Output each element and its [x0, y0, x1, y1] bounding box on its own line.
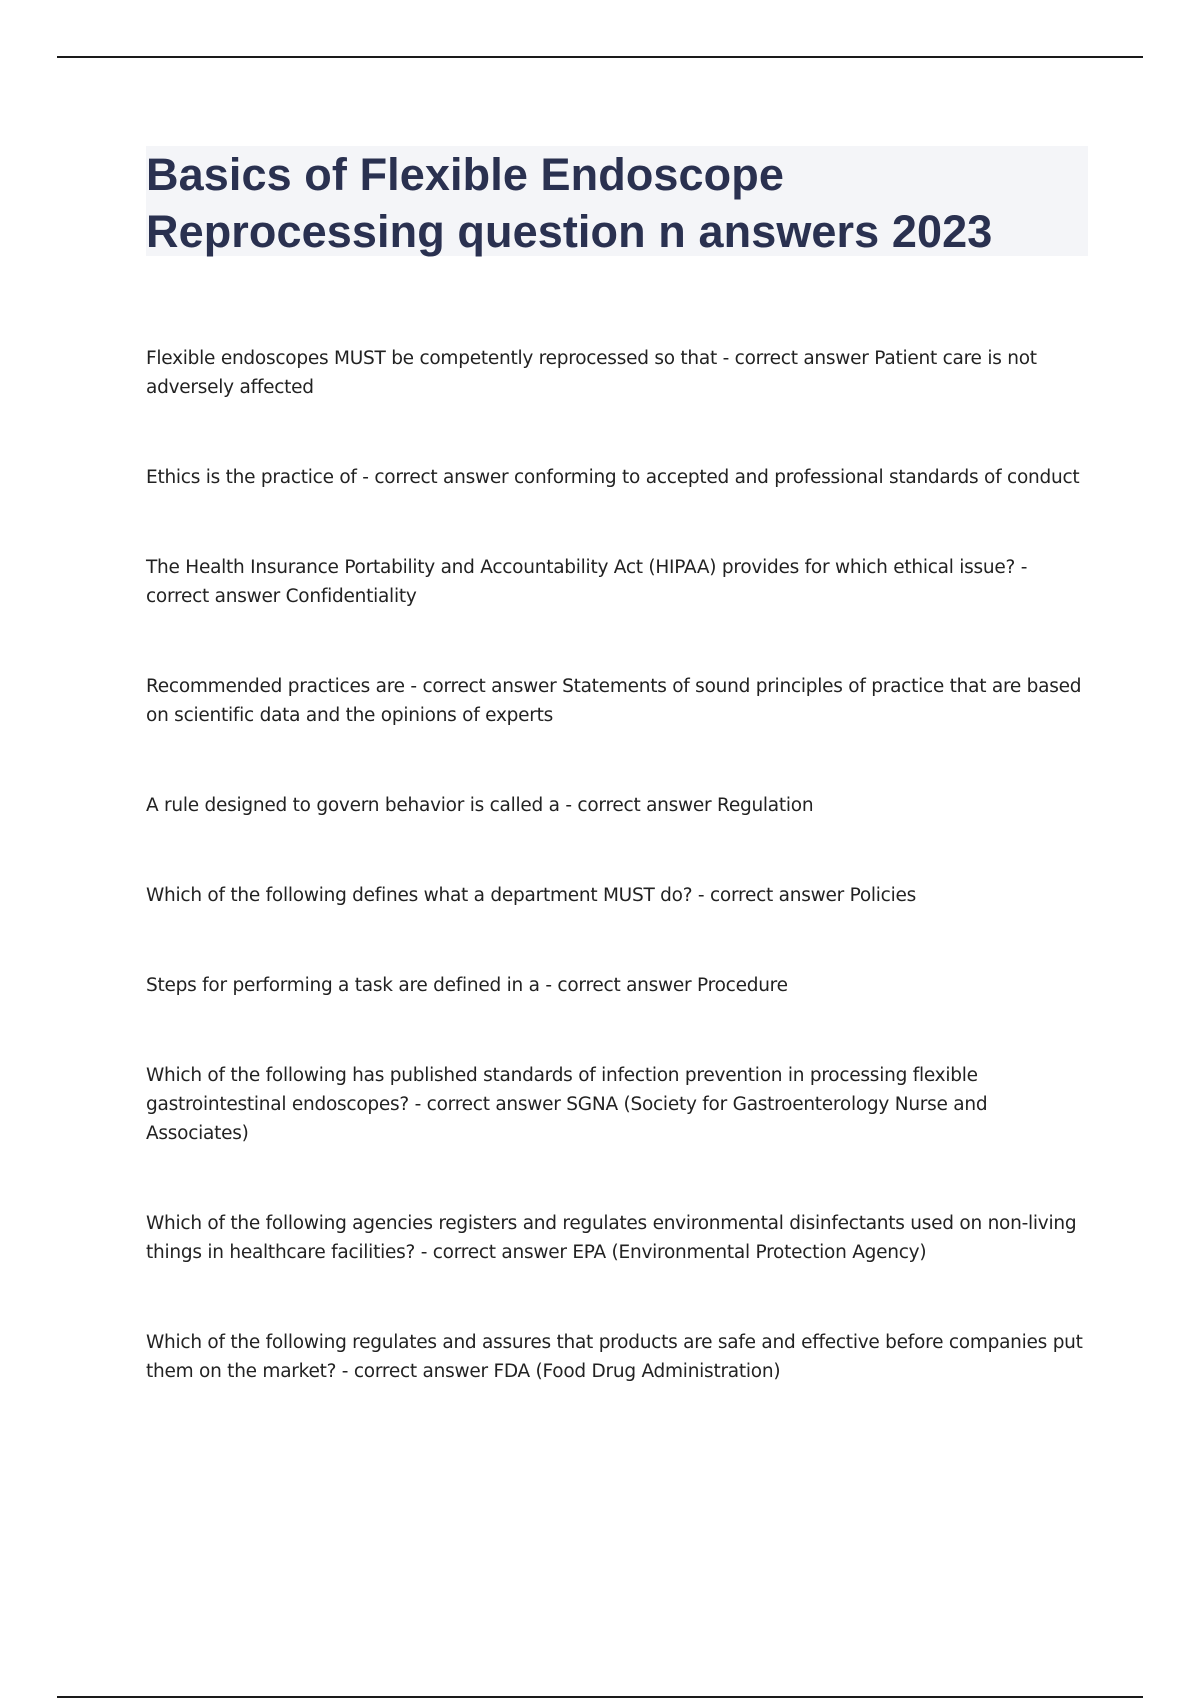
question-text: A rule designed to govern behavior is called a: [146, 795, 560, 816]
answer-separator: - correct answer: [336, 1361, 494, 1382]
question-text: Recommended practices are: [146, 676, 405, 697]
answer-separator: - correct answer: [356, 467, 514, 488]
answer-separator: - correct answer: [404, 676, 563, 697]
question-text: Which of the following defines what a department MUST do?: [146, 885, 693, 906]
question-text: Which of the following has published standards of infection prevention in processing flexible gastrointestinal endoscopes?: [146, 1065, 978, 1115]
answer-text: Statements of sound principles of practice that are based on scientific data and the opinions of experts: [146, 676, 1082, 726]
qa-item: [146, 881, 1092, 910]
answer-separator: - correct answer: [559, 795, 718, 816]
bottom-divider: [57, 1696, 1143, 1698]
answer-text: SGNA (Society for Gastroenterology Nurse and Associates): [146, 1094, 988, 1144]
qa-item: [146, 791, 1092, 820]
document-title: Basics of Flexible Endoscope Reprocessing question n answers 2023: [146, 149, 993, 257]
question-text: Which of the following agencies registers and regulates environmental disinfectants used on non-living things in healthcare facilities?: [146, 1213, 1077, 1263]
qa-item: [146, 344, 1092, 402]
answer-separator: - correct answer: [692, 885, 850, 906]
question-text: Ethics is the practice of: [146, 467, 357, 488]
qa-item: [146, 971, 1092, 1000]
answer-separator: - correct answer: [717, 348, 875, 369]
question-text: The Health Insurance Portability and Accountability Act (HIPAA) provides for which ethical issue?: [146, 557, 1016, 578]
answer-text: conforming to accepted and professional standards of conduct: [513, 467, 1080, 488]
qa-item: [146, 1209, 1092, 1267]
answer-separator: - correct answer: [408, 1094, 567, 1115]
answer-text: Regulation: [717, 795, 814, 816]
title-banner: [146, 146, 1088, 256]
answer-separator: - correct answer: [539, 975, 698, 996]
qa-item: [146, 553, 1092, 611]
top-divider: [57, 56, 1143, 58]
qa-item: [146, 463, 1092, 492]
answer-text: Patient care is not adversely affected: [146, 348, 1037, 398]
answer-text: FDA (Food Drug Administration): [493, 1361, 781, 1382]
qa-item: [146, 672, 1092, 730]
answer-text: Procedure: [697, 975, 788, 996]
question-text: Steps for performing a task are defined in a: [146, 975, 540, 996]
qa-list: [146, 344, 1092, 1447]
answer-text: EPA (Environmental Protection Agency): [572, 1242, 927, 1263]
qa-item: [146, 1061, 1092, 1148]
question-text: Flexible endoscopes MUST be competently reprocessed so that: [146, 348, 717, 369]
question-text: Which of the following regulates and assures that products are safe and effective before companies put them on the market?: [146, 1332, 1083, 1382]
qa-item: [146, 1328, 1092, 1386]
answer-text: Policies: [849, 885, 917, 906]
answer-text: Confidentiality: [285, 586, 417, 607]
answer-separator: - correct answer: [415, 1242, 573, 1263]
answer-separator: - correct answer: [146, 557, 1028, 607]
